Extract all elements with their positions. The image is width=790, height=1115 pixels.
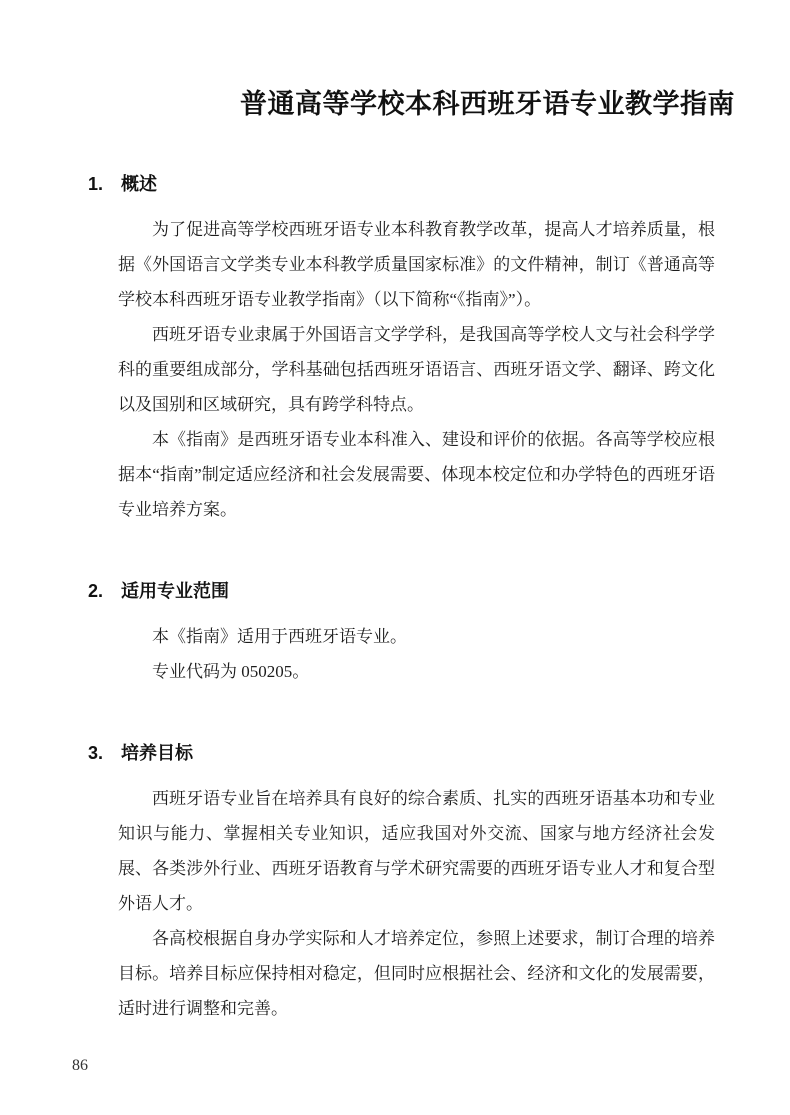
section-heading-label: 培养目标 — [121, 743, 193, 764]
section-heading-applicable-scope — [88, 577, 715, 603]
section-number: 1. — [88, 174, 104, 195]
section-heading-label: 适用专业范围 — [121, 581, 229, 602]
section-body-applicable-scope — [118, 619, 715, 689]
page-title: 普通高等学校本科西班牙语专业教学指南 — [240, 89, 735, 119]
section-number: 2. — [88, 581, 104, 602]
section-heading-overview — [88, 170, 715, 196]
section-training-objectives — [88, 739, 715, 1026]
paragraph: 为了促进高等学校西班牙语专业本科教育教学改革，提高人才培养质量，根据《外国语言文学类专业本科教学质量国家标准》的文件精神，制订《普通高等学校本科西班牙语专业教学指南》（以下简称“《指南》”）。 — [118, 220, 715, 310]
paragraph: 本《指南》是西班牙语专业本科准入、建设和评价的依据。各高等学校应根据本“指南”制定适应经济和社会发展需要、体现本校定位和办学特色的西班牙语专业培养方案。 — [118, 430, 715, 520]
section-heading-training-objectives — [88, 739, 715, 765]
section-overview — [88, 170, 715, 527]
section-body-training-objectives — [118, 781, 715, 1026]
section-number: 3. — [88, 743, 104, 764]
page-number: 86 — [72, 1057, 88, 1074]
section-body-overview — [118, 212, 715, 527]
paragraph: 专业代码为 050205。 — [152, 662, 310, 682]
paragraph: 本《指南》适用于西班牙语专业。 — [152, 627, 407, 647]
section-applicable-scope — [88, 577, 715, 689]
section-heading-label: 概述 — [121, 174, 157, 195]
paragraph: 各高校根据自身办学实际和人才培养定位，参照上述要求，制订合理的培养目标。培养目标应保持相对稳定，但同时应根据社会、经济和文化的发展需要，适时进行调整和完善。 — [118, 929, 715, 1019]
paragraph: 西班牙语专业旨在培养具有良好的综合素质、扎实的西班牙语基本功和专业知识与能力、掌握相关专业知识，适应我国对外交流、国家与地方经济社会发展、各类涉外行业、西班牙语教育与学术研究需要的西班牙语专业人才和复合型外语人才。 — [118, 789, 715, 914]
paragraph: 西班牙语专业隶属于外国语言文学学科，是我国高等学校人文与社会科学学科的重要组成部分，学科基础包括西班牙语语言、西班牙语文学、翻译、跨文化以及国别和区域研究，具有跨学科特点。 — [118, 325, 715, 415]
